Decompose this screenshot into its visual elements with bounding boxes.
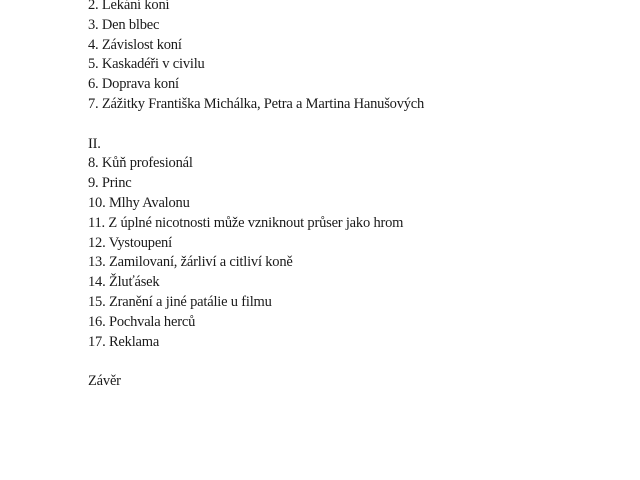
- toc-item: 16. Pochvala herců: [88, 313, 196, 330]
- section-spacer: [88, 115, 424, 135]
- section-spacer: [88, 352, 424, 372]
- toc-item: 17. Reklama: [88, 333, 160, 350]
- toc-item: 9. Princ: [88, 175, 132, 192]
- toc-item: 2. Lekání koní: [88, 0, 170, 13]
- toc-item: 13. Zamilovaní, žárliví a citliví koně: [88, 254, 293, 271]
- toc-item: 6. Doprava koní: [88, 76, 179, 93]
- toc-item: 5. Kaskadéři v civilu: [88, 56, 205, 73]
- conclusion-heading: Závěr: [88, 373, 121, 390]
- toc-item: 11. Z úplné nicotnosti může vzniknout průser jako hrom: [88, 214, 404, 231]
- toc-item: 14. Žluťásek: [88, 274, 160, 291]
- toc-item: 10. Mlhy Avalonu: [88, 194, 190, 211]
- toc-item: 4. Závislost koní: [88, 36, 182, 53]
- toc-item: 8. Kůň profesionál: [88, 155, 193, 172]
- toc-item: 3. Den blbec: [88, 16, 160, 33]
- part-heading: II.: [88, 135, 101, 152]
- toc-item: 12. Vystoupení: [88, 234, 172, 251]
- toc-item: 15. Zranění a jiné patálie u filmu: [88, 293, 272, 310]
- toc-item: 7. Zážitky Františka Michálka, Petra a Martina Hanušových: [88, 95, 425, 112]
- table-of-contents: [88, 0, 424, 392]
